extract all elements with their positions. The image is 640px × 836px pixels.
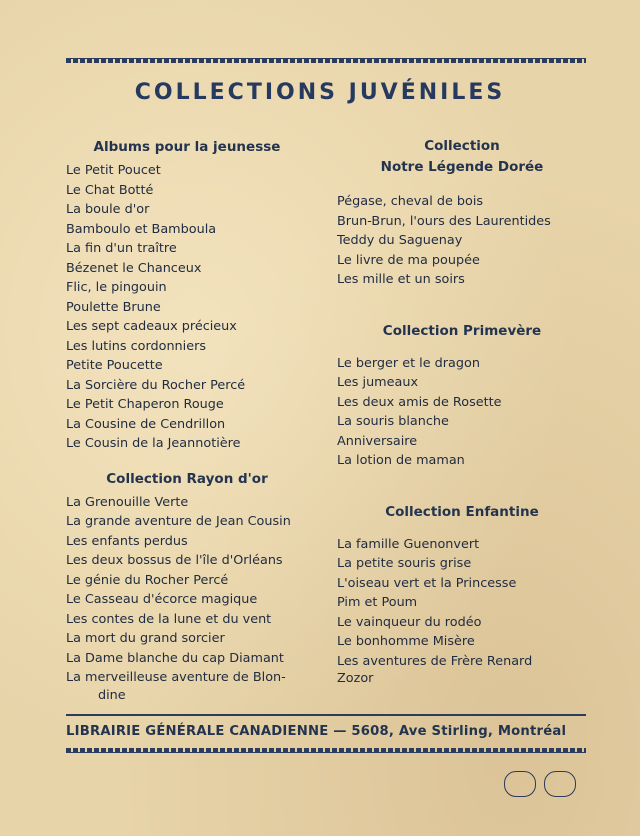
list-item: Bézenet le Chanceux — [66, 260, 202, 276]
list-item: La souris blanche — [337, 414, 449, 429]
list-item: Le Chat Botté — [66, 182, 154, 198]
list-item: La Grenouille Verte — [66, 494, 189, 510]
rayon-heading: Collection Rayon d'or — [106, 470, 268, 487]
union-label-icon — [544, 771, 576, 797]
list-item: Anniversaire — [337, 433, 418, 449]
page-title: COLLECTIONS JUVÉNILES — [134, 80, 506, 105]
legende-list — [337, 192, 587, 290]
list-item: Les enfants perdus — [66, 533, 188, 549]
list-item: La petite souris grise — [337, 556, 472, 571]
list-item: La lotion de maman — [337, 453, 465, 468]
publisher-footer: LIBRAIRIE GÉNÉRALE CANADIENNE — 5608, Ave Stirling, Montréal — [66, 724, 567, 739]
list-item: Les deux amis de Rosette — [337, 394, 502, 410]
list-item: La Dame blanche du cap Diamant — [66, 650, 284, 666]
list-item: Poulette Brune — [66, 299, 161, 315]
list-item: Le livre de ma poupée — [337, 252, 480, 268]
list-item: Les mille et un soirs — [337, 272, 465, 287]
list-item: La boule d'or — [66, 202, 150, 217]
legende-heading-line1: Collection — [424, 138, 500, 154]
list-item: Le génie du Rocher Percé — [66, 572, 229, 588]
rayon-list — [66, 493, 328, 704]
list-item: Le bonhomme Misère — [337, 634, 475, 649]
list-item: Les deux bossus de l'île d'Orléans — [66, 553, 283, 568]
list-item: La famille Guenonvert — [337, 536, 480, 552]
enfantine-list — [337, 535, 587, 688]
list-item: Le Petit Poucet — [66, 163, 161, 178]
bottom-dashed-rule — [66, 748, 586, 753]
printer-seal-icon — [504, 771, 536, 797]
list-item: Teddy du Saguenay — [337, 233, 463, 248]
list-item: Petite Poucette — [66, 358, 163, 373]
list-item: La grande aventure de Jean Cousin — [66, 514, 291, 529]
enfantine-heading: Collection Enfantine — [385, 503, 539, 520]
top-dashed-rule — [66, 58, 586, 63]
list-item: Le berger et le dragon — [337, 355, 480, 371]
list-item: La mort du grand sorcier — [66, 631, 225, 646]
list-item: La Cousine de Cendrillon — [66, 416, 226, 432]
list-item: Flic, le pingouin — [66, 280, 167, 295]
list-item: Pégase, cheval de bois — [337, 194, 484, 209]
primevere-heading: Collection Primevère — [382, 322, 542, 339]
list-item: Le vainqueur du rodéo — [337, 614, 482, 630]
albums-list — [66, 161, 328, 454]
primevere-list — [337, 354, 587, 471]
footer-top-rule — [66, 714, 586, 716]
list-item: Le Casseau d'écorce magique — [66, 592, 258, 607]
list-item: Le Petit Chaperon Rouge — [66, 397, 224, 412]
list-item: Les lutins cordonniers — [66, 338, 207, 354]
list-item: Le Cousin de la Jeannotière — [66, 436, 241, 451]
list-item: La merveilleuse aventure de Blon- — [66, 670, 286, 685]
list-item: Les contes de la lune et du vent — [66, 611, 272, 627]
list-item: Les aventures de Frère Renard — [337, 653, 533, 669]
list-item: Les jumeaux — [337, 375, 419, 390]
left-column — [66, 136, 328, 704]
right-column — [337, 136, 587, 687]
legende-heading-line2: Notre Légende Dorée — [380, 159, 544, 175]
list-item: Bamboulo et Bamboula — [66, 221, 217, 237]
list-item: Les sept cadeaux précieux — [66, 319, 237, 334]
list-item: Zozor — [337, 671, 374, 686]
list-item: Brun-Brun, l'ours des Laurentides — [337, 213, 551, 229]
list-item: Pim et Poum — [337, 595, 418, 610]
list-item: L'oiseau vert et la Princesse — [337, 575, 517, 591]
list-item: La Sorcière du Rocher Percé — [66, 377, 246, 393]
list-item-continuation: dine — [98, 687, 126, 703]
albums-heading: Albums pour la jeunesse — [93, 139, 281, 155]
list-item: La fin d'un traître — [66, 241, 177, 256]
